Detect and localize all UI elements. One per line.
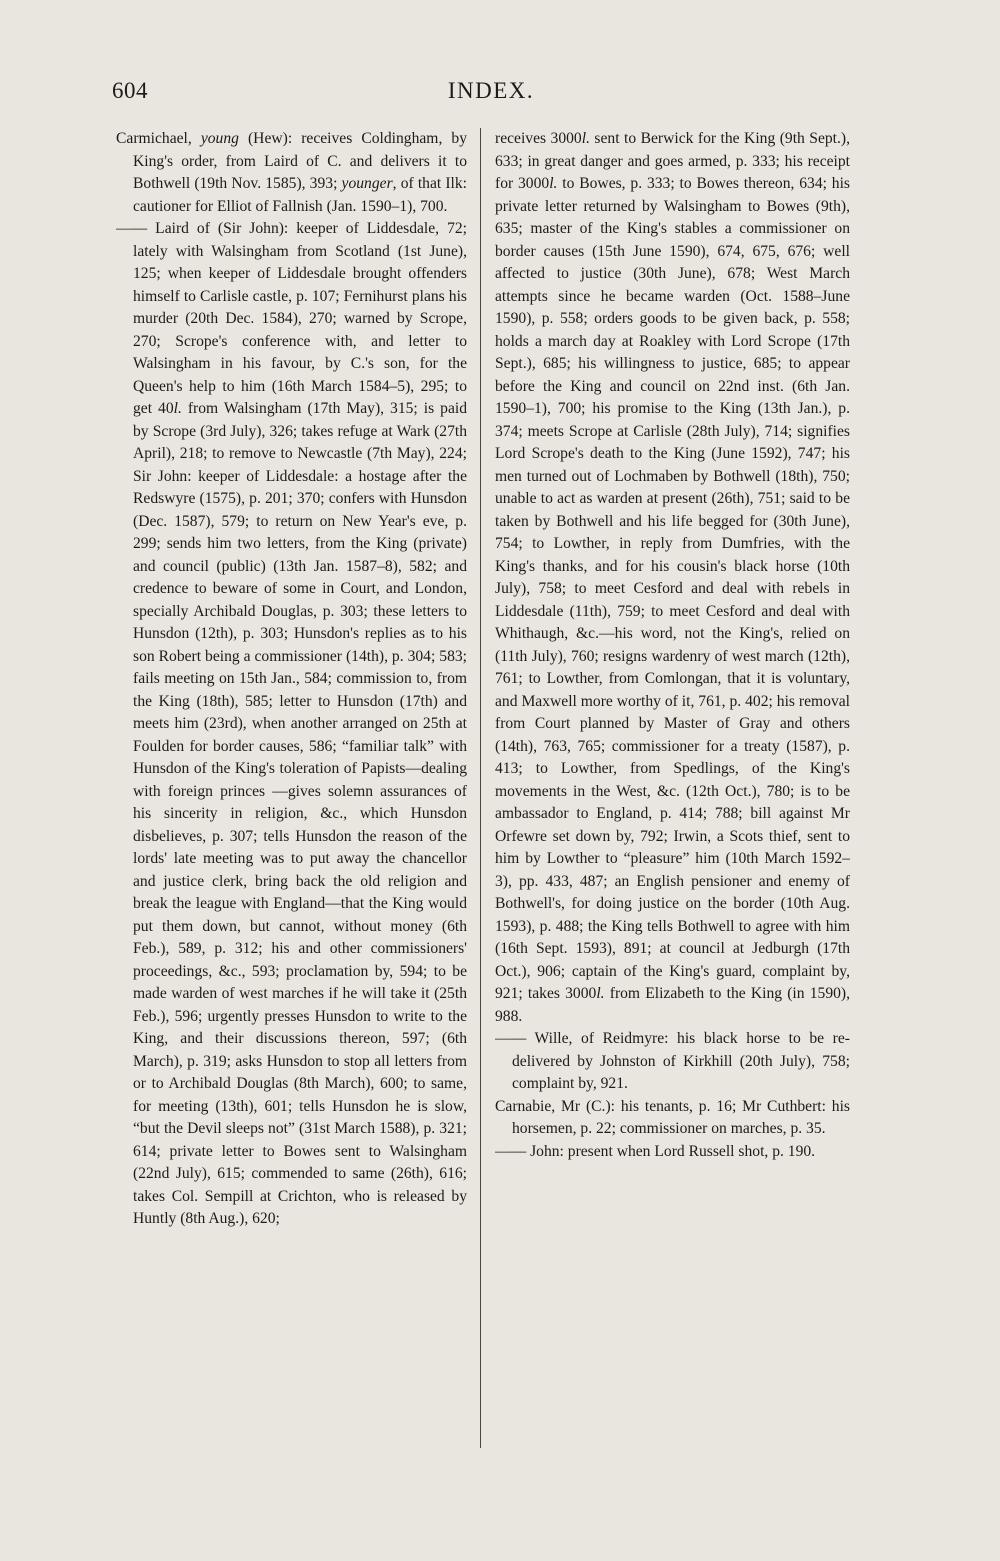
index-entry [116, 218, 467, 1231]
entry-text: Carnabie, Mr (C.): his tenants, p. 16; Mr Cuthbert: his horsemen, p. 22; commissioner on marches, p. 35. [495, 1097, 850, 1137]
page-number: 604 [112, 78, 148, 103]
entry-text: sent to Berwick for the King (9th Sept.), 633; in great danger and goes armed, p. 333; his receipt for 3000 [495, 130, 850, 192]
italic-text: young [200, 130, 239, 147]
entry-text: —— Wille, of Reidmyre: his black horse to be re-delivered by Johnston of Kirkhill (20th July), 758; complaint by, 921. [495, 1030, 850, 1092]
italic-text: l. [581, 130, 590, 147]
entry-text: receives 3000 [495, 130, 582, 147]
entry-text: from Elizabeth to the King (in 1590), 988. [495, 985, 850, 1025]
entry-text: Carmichael, [116, 130, 201, 147]
page-header [112, 78, 870, 110]
entry-text: from Walsingham (17th May), 315; is paid by Scrope (3rd July), 326; takes refuge at Wark (27th April), 218; to remove to Newcastle (7th May), 224; Sir John: keeper of Liddesdale: a hostage after the Redswyre (1575), p. 201; 370; confers with Hunsdon (Dec. 1587), 579; to return on New Year's eve, p. 299; sends him two letters, from the King (private) and council (public) (13th Jan. 1587–8), 582; and credence to beware of some in Court, and London, specially Archibald Douglas, p. 303; these letters to Hunsdon (12th), p. 303; Hunsdon's replies as to his son Robert being a commissioner (14th), p. 304; 583; fails meeting on 15th Jan., 584; commission to, from the King (18th), 585; letter to Hunsdon (17th) and meets him (23rd), when another arranged on 25th at Foulden for border causes, 586; “familiar talk” with Hunsdon of the King's toleration of Papists—dealing with foreign princes —gives solemn assurances of his sincerity in religion, &c., which Hunsdon disbelieves, p. 307; tells Hunsdon the reason of the lords' late meeting was to put away the chancellor and justice clerk, bring back the old religion and break the league with England—that the King would put them down, but cannot, without money (6th Feb.), 589, p. 312; his and other commissioners' proceedings, &c., 593; proclamation by, 594; to be made warden of west marches if he will take it (25th Feb.), 596; urgently presses Hunsdon to write to the King, and their discussions thereon, 597; (6th March), p. 319; asks Hunsdon to stop all letters from or to Archibald Douglas (8th March), 600; to same, for meeting (13th), 601; tells Hunsdon he is slow, “but the Devil sleeps not” (31st March 1588), p. 321; 614; private letter to Bowes sent to Walsingham (22nd July), 615; commended to same (26th), 616; takes Col. Sempill at Crichton, who is released by Huntly (8th Aug.), 620; [133, 400, 467, 1227]
italic-text: younger [341, 175, 393, 192]
italic-text: l. [596, 985, 605, 1002]
italic-text: l. [173, 400, 182, 417]
right-column [495, 128, 850, 1448]
index-entry [495, 1028, 850, 1096]
entry-text: (Hew): receives Coldingham, by King's order, from Laird of C. and delivers it to Bothwell (19th Nov. 1585), 393; [133, 130, 467, 192]
left-column [116, 128, 467, 1448]
index-entry [495, 1141, 850, 1164]
italic-text: l. [549, 175, 558, 192]
entry-text: —— Laird of (Sir John): keeper of Liddesdale, 72; lately with Walsingham from Scotland (1st June), 125; when keeper of Liddesdale brought offenders himself to Carlisle castle, p. 107; Fernihurst plans his murder (20th Dec. 1584), 270; warned by Scrope, 270; Scrope's conference with, and letter to Walsingham in his favour, by C.'s son, for the Queen's help to him (16th March 1584–5), 295; to get 40 [116, 220, 467, 417]
running-head: INDEX. [447, 78, 535, 103]
index-entry [116, 128, 467, 218]
entry-text: —— John: present when Lord Russell shot, p. 190. [495, 1142, 816, 1160]
column-divider [480, 128, 481, 1448]
index-entry-continuation [495, 128, 850, 1028]
index-entry [495, 1096, 850, 1141]
entry-text: , of that Ilk: cautioner for Elliot of Fallnish (Jan. 1590–1), 700. [133, 175, 467, 215]
entry-text: to Bowes, p. 333; to Bowes thereon, 634; his private letter returned by Walsingham to Bowes (9th), 635; master of the King's stables a commissioner on border causes (15th June 1590), 674, 675, 676; well affected to justice (30th June), 678; West March attempts since he became warden (Oct. 1588–June 1590), p. 558; orders goods to be given back, p. 558; holds a march day at Roakley with Lord Scrope (17th Sept.), 685; his willingness to justice, 685; to appear before the King and council on 22nd inst. (6th Jan. 1590–1), 700; his promise to the King (13th Jan.), p. 374; meets Scrope at Carlisle (28th July), 714; signifies Lord Scrope's death to the King (June 1592), 747; his men turned out of Lochmaben by Bothwell (18th), 750; unable to act as warden at present (26th), 751; said to be taken by Bothwell and his life begged for (30th June), 754; to Lowther, in reply from Dumfries, with the King's thanks, and for his cousin's black horse (10th July), 758; to meet Cesford and deal with rebels in Liddesdale (11th), 759; to meet Cesford and deal with Whithaugh, &c.—his word, not the King's, relied on (11th July), 760; resigns wardenry of west march (12th), 761; to Lowther, from Comlongan, that it is voluntary, and Maxwell more worthy of it, 761, p. 402; his removal from Court planned by Master of Gray and others (14th), 763, 765; commissioner for a treaty (1587), p. 413; to Lowther, from Spedlings, of the King's movements in the West, &c. (12th Oct.), 780; is to be ambassador to England, p. 414; 788; bill against Mr Orfewre set down by, 792; Irwin, a Scots thief, sent to him by Lowther to “pleasure” him (10th March 1592–3), pp. 433, 487; an English pensioner and enemy of Bothwell's, for doing justice on the border (10th Aug. 1593), p. 488; the King tells Bothwell to agree with him (16th Sept. 1593), 891; at council at Jedburgh (17th Oct.), 906; captain of the King's guard, complaint by, 921; takes 3000 [495, 175, 850, 1002]
